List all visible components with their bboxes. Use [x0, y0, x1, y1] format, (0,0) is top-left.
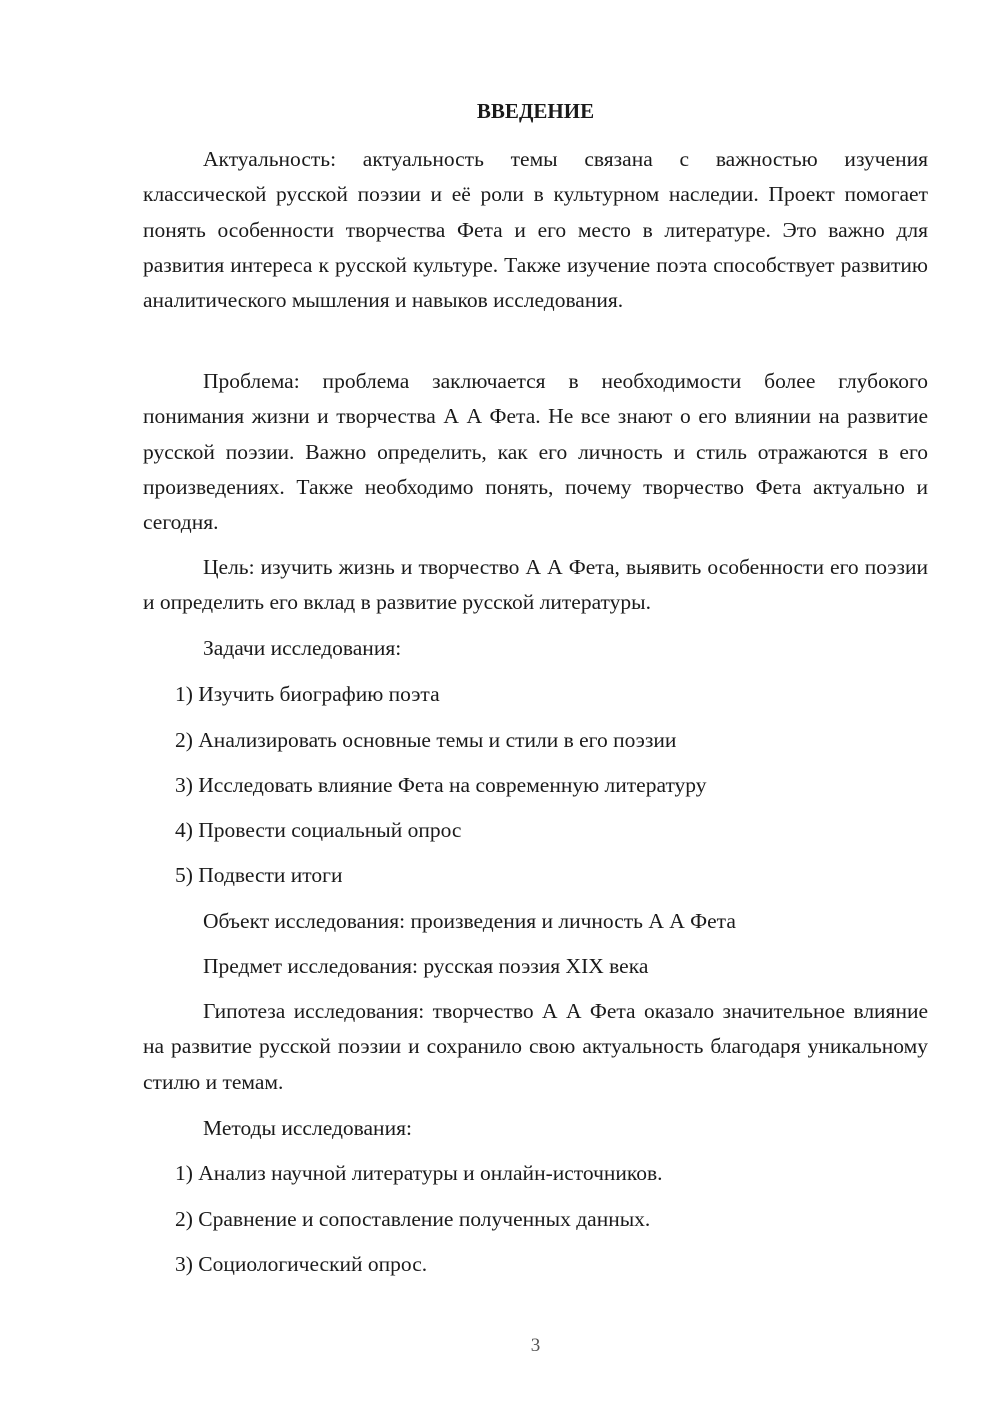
hypothesis-paragraph: Гипотеза исследования: творчество А А Фета оказало значительное влияние на развитие русской поэзии и сохранило свою актуальность благодаря уникальному стилю и темам.: [143, 999, 928, 1094]
list-item: 5) Подвести итоги: [175, 863, 343, 887]
list-item: 2) Сравнение и сопоставление полученных данных.: [175, 1207, 651, 1231]
list-item: 2) Анализировать основные темы и стили в его поэзии: [175, 728, 677, 752]
subject-line: Предмет исследования: русская поэзия XIX века: [203, 954, 649, 978]
list-item: 1) Анализ научной литературы и онлайн-источников.: [175, 1161, 663, 1185]
methods-heading: Методы исследования:: [203, 1116, 412, 1140]
relevance-paragraph: Актуальность: актуальность темы связана с важностью изучения классической русской поэзии и её роли в культурном наследии. Проект помогает понять особенности творчества Фета и его место в литературе. Это важно для развития интереса к русской культуре. Также изучение поэта способствует развитию аналитического мышления и навыков исследования.: [143, 147, 928, 313]
list-item: 1) Изучить биографию поэта: [175, 682, 440, 706]
document-page: [143, 0, 928, 1414]
list-item: 4) Провести социальный опрос: [175, 818, 462, 842]
page-number: 3: [530, 1335, 541, 1356]
problem-paragraph: Проблема: проблема заключается в необходимости более глубокого понимания жизни и творчества А А Фета. Не все знают о его влиянии на развитие русской поэзии. Важно определить, как его личность и стиль отражаются в его произведениях. Также необходимо понять, почему творчество Фета актуально и сегодня.: [143, 369, 928, 535]
list-item: 3) Социологический опрос.: [175, 1252, 428, 1276]
goal-paragraph: Цель: изучить жизнь и творчество А А Фета, выявить особенности его поэзии и определить его вклад в развитие русской литературы.: [143, 555, 928, 615]
list-item: 3) Исследовать влияние Фета на современную литературу: [175, 773, 707, 797]
section-title: ВВЕДЕНИЕ: [476, 99, 595, 123]
tasks-heading: Задачи исследования:: [203, 636, 402, 660]
object-line: Объект исследования: произведения и личность А А Фета: [203, 909, 736, 933]
